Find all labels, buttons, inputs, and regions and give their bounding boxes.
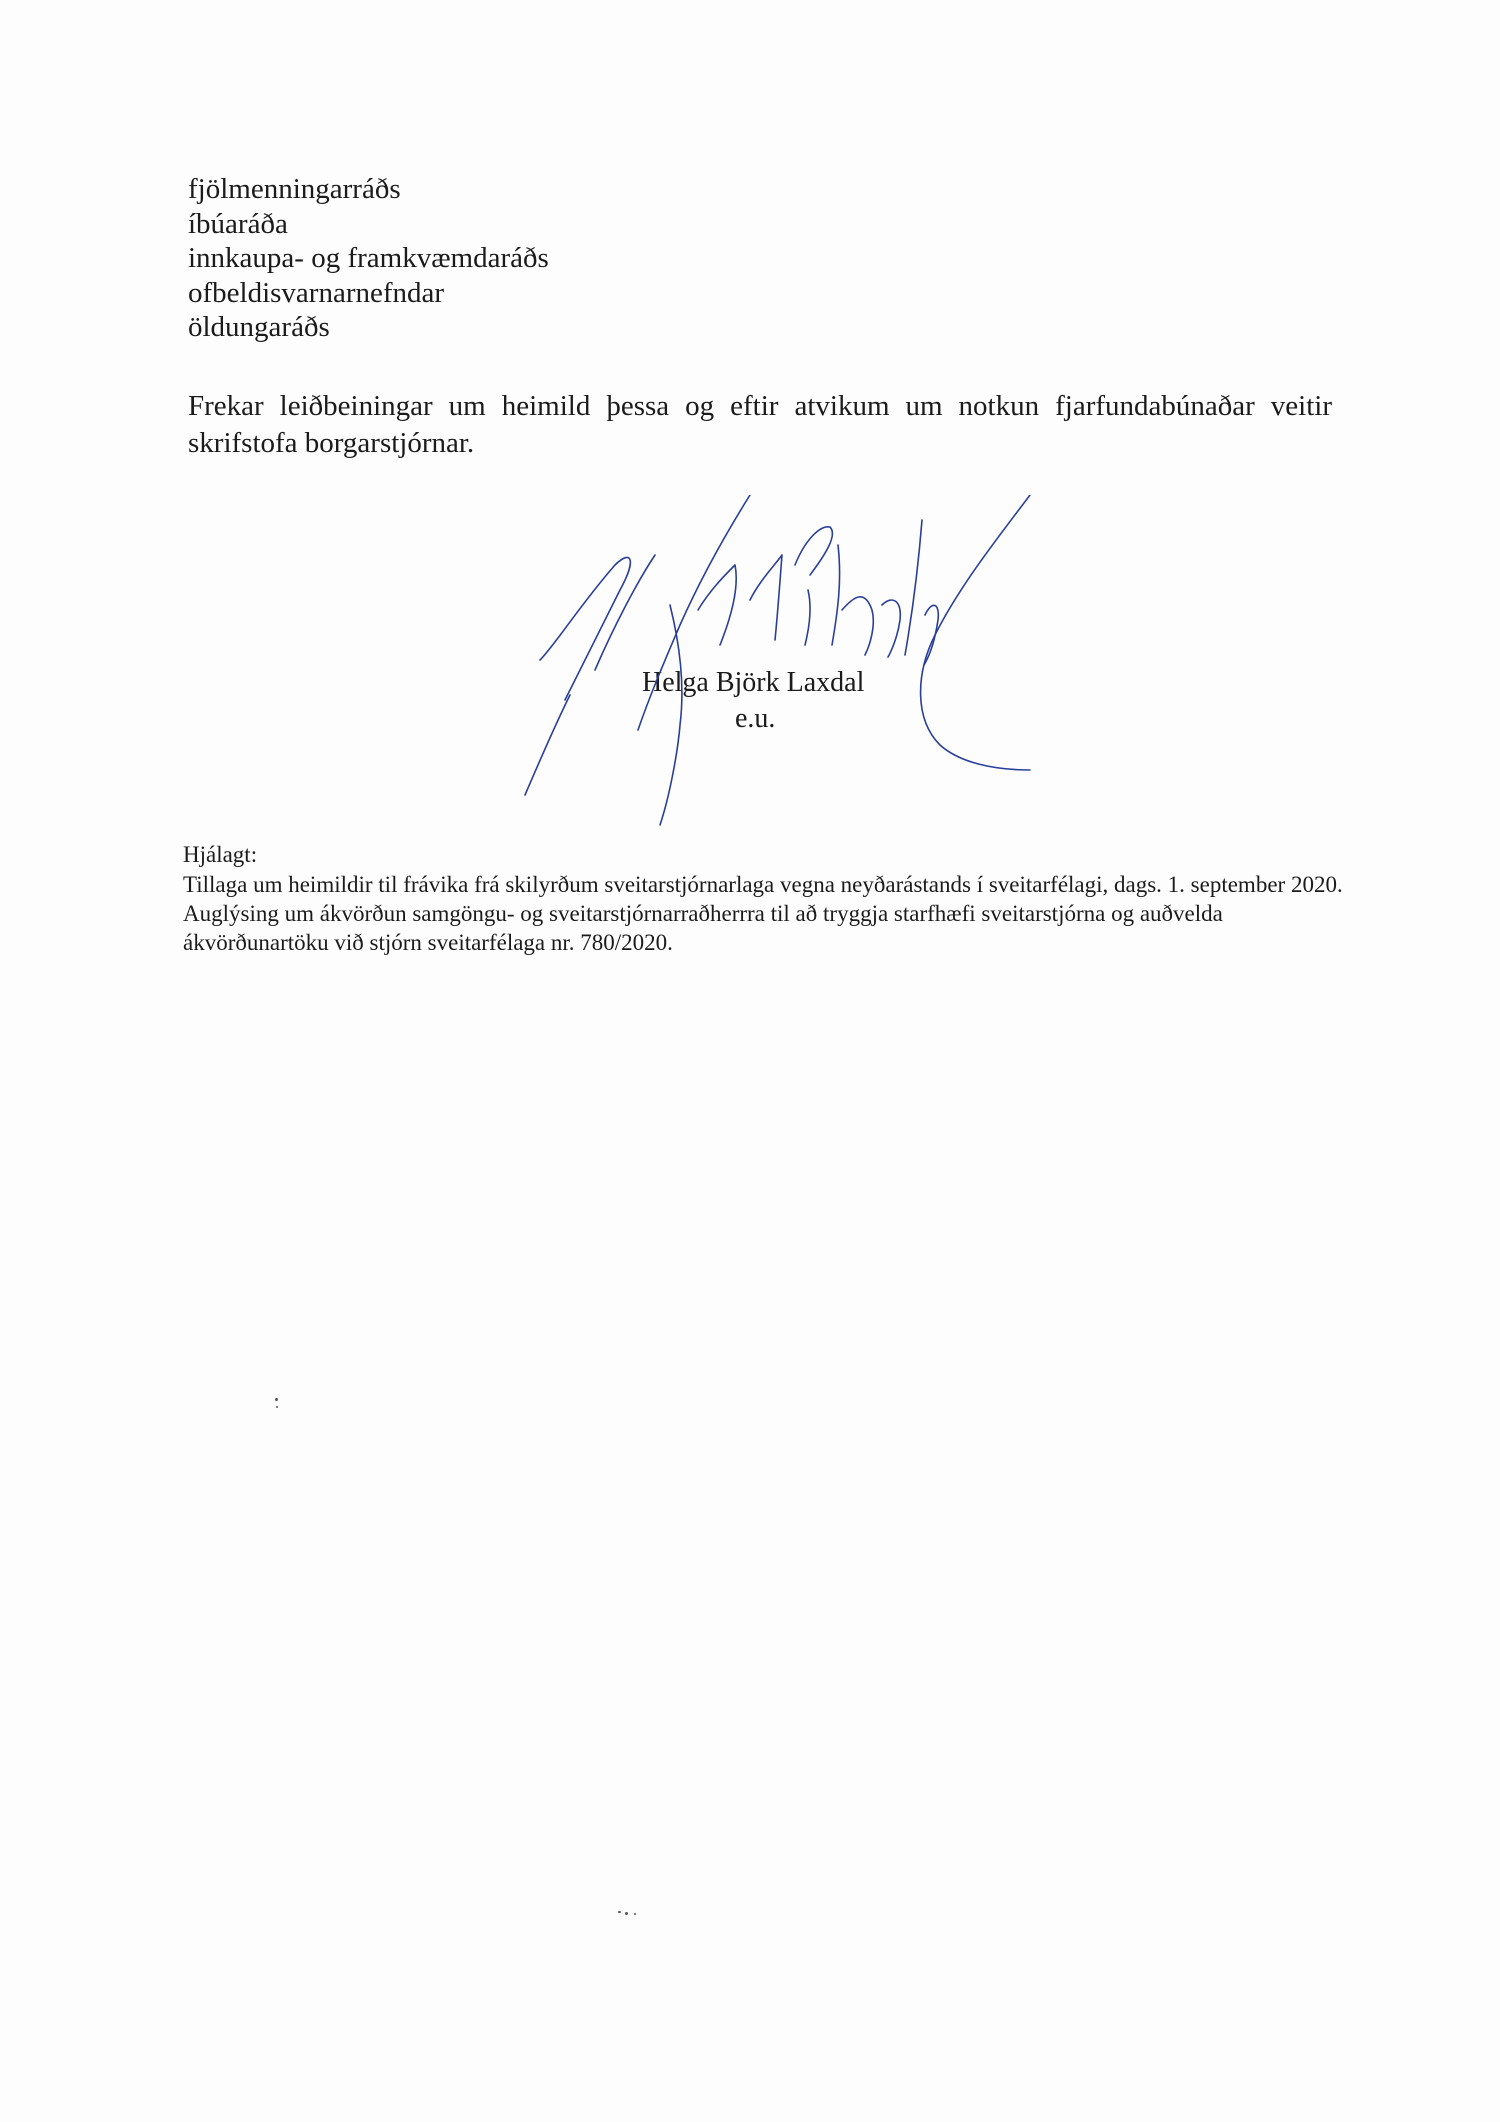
- scan-speck: [275, 1398, 278, 1401]
- handwritten-signature: [520, 495, 1080, 845]
- scan-speck: [634, 1913, 636, 1915]
- recipient-item: ofbeldisvarnarnefndar: [188, 276, 445, 309]
- recipient-item: öldungaráðs: [188, 311, 330, 343]
- signer-name: Helga Björk Laxdal: [642, 667, 865, 698]
- attachment-item: Tillaga um heimildir til frávika frá skilyrðum sveitarstjórnarlaga vegna neyðarástands í sveitarfélagi, dags. 1. september 2020.: [183, 872, 1343, 897]
- attachment-item: Auglýsing um ákvörðun samgöngu- og sveitarstjórnarraðherrra til að tryggja starfhæfi sveitarstjórna og auðvelda ákvörðunartöku við stjórn sveitarfélaga nr. 780/2020.: [183, 901, 1223, 955]
- scan-speck: [276, 1406, 278, 1408]
- recipient-list: [188, 172, 549, 345]
- recipient-item: fjölmenningarráðs: [188, 173, 401, 205]
- attachments-heading: Hjálagt:: [183, 842, 258, 867]
- scan-speck: [618, 1911, 621, 1913]
- guidance-paragraph: Frekar leiðbeiningar um heimild þessa og eftir atvikum um notkun fjarfundabúnaðar veitir skrifstofa borgarstjórnar.: [188, 390, 1332, 459]
- scan-speck: [625, 1912, 628, 1915]
- signature-strokes: [525, 495, 1030, 825]
- recipient-item: innkaupa- og framkvæmdaráðs: [188, 242, 549, 274]
- recipient-item: íbúaráða: [188, 207, 288, 240]
- signer-suffix: e.u.: [735, 703, 776, 734]
- attachments-section: [183, 840, 1353, 957]
